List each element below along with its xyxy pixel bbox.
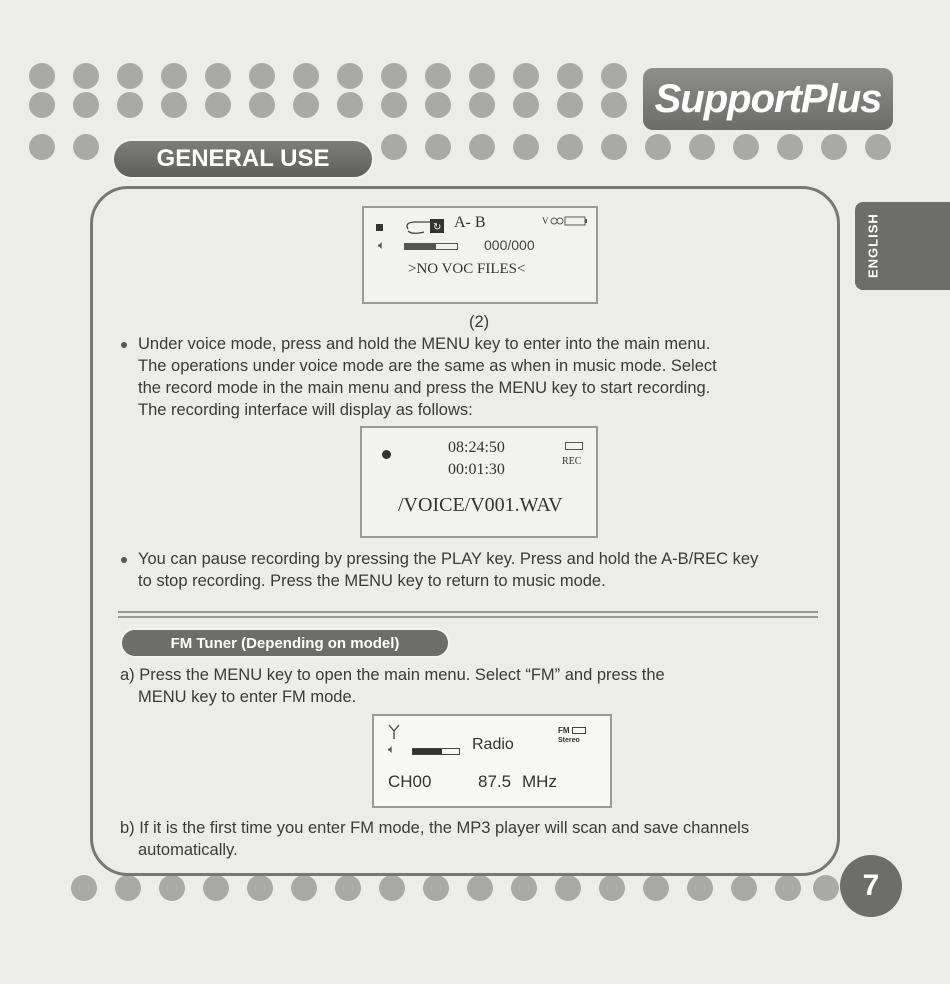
decorative-dot <box>337 63 363 89</box>
decorative-dot <box>599 875 625 901</box>
decorative-dot <box>601 134 627 160</box>
decorative-dot <box>381 92 407 118</box>
fm-step-a-line-1: a) Press the MENU key to open the main menu. Select “FM” and press the <box>120 666 665 684</box>
decorative-dot <box>601 63 627 89</box>
decorative-dot <box>513 63 539 89</box>
decorative-dot <box>731 875 757 901</box>
decorative-dot <box>381 63 407 89</box>
decorative-dot <box>425 63 451 89</box>
decorative-dot <box>821 134 847 160</box>
voice-mode-line-3: the record mode in the main menu and press the MENU key to start recording. <box>138 379 711 397</box>
decorative-dot <box>687 875 713 901</box>
frequency-value: 87.5 <box>478 772 512 791</box>
decorative-dot <box>643 875 669 901</box>
decorative-dot <box>733 134 759 160</box>
battery-icon <box>565 442 583 450</box>
voice-indicator: V <box>542 216 549 226</box>
speaker-icon: 🔈︎ <box>388 742 396 756</box>
radio-label: Radio <box>472 736 514 753</box>
voice-mode-line-2: The operations under voice mode are the same as when in music mode. Select <box>138 357 717 375</box>
fm-step-b-line-2: automatically. <box>138 841 238 859</box>
bullet-dot <box>121 557 127 563</box>
repeat-icon <box>402 218 448 236</box>
decorative-dot <box>249 92 275 118</box>
decorative-dot <box>29 134 55 160</box>
decorative-dot <box>513 92 539 118</box>
brand-logo: SupportPlus <box>643 68 893 130</box>
section-divider <box>118 611 818 613</box>
battery-icon <box>572 727 586 734</box>
decorative-dot <box>557 92 583 118</box>
battery-icon <box>550 216 590 226</box>
decorative-dot <box>159 875 185 901</box>
decorative-dot <box>161 92 187 118</box>
rec-label: REC <box>562 456 582 467</box>
decorative-dot <box>249 63 275 89</box>
recording-file-path: /VOICE/V001.WAV <box>398 494 563 516</box>
decorative-dot <box>469 63 495 89</box>
decorative-dot <box>423 875 449 901</box>
decorative-dot <box>293 63 319 89</box>
decorative-dot <box>115 875 141 901</box>
volume-bar <box>412 748 460 755</box>
clock-time: 08:24:50 <box>448 439 505 456</box>
decorative-dot <box>813 875 839 901</box>
decorative-dot <box>379 875 405 901</box>
ab-repeat-label: A- B <box>454 214 486 231</box>
lcd-recording-screen <box>360 426 598 538</box>
decorative-dot <box>73 134 99 160</box>
decorative-dot <box>865 134 891 160</box>
decorative-dot <box>689 134 715 160</box>
decorative-dot <box>775 875 801 901</box>
decorative-dot <box>425 92 451 118</box>
volume-bar <box>404 243 458 250</box>
page-number: 7 <box>840 855 902 917</box>
decorative-dot <box>73 92 99 118</box>
decorative-dot <box>335 875 361 901</box>
decorative-dot <box>203 875 229 901</box>
decorative-dot <box>557 63 583 89</box>
decorative-dot <box>247 875 273 901</box>
decorative-dot <box>29 63 55 89</box>
section-divider <box>118 616 818 618</box>
decorative-dot <box>511 875 537 901</box>
language-label: ENGLISH <box>865 213 881 279</box>
lcd-fm-screen <box>372 714 612 808</box>
decorative-dot <box>467 875 493 901</box>
pause-line-1: You can pause recording by pressing the PLAY key. Press and hold the A-B/REC key <box>138 550 759 568</box>
pause-line-2: to stop recording. Press the MENU key to return to music mode. <box>138 572 606 590</box>
decorative-dot <box>513 134 539 160</box>
voice-mode-line-1: Under voice mode, press and hold the MENU key to enter into the main menu. <box>138 335 711 353</box>
decorative-dot <box>425 134 451 160</box>
decorative-dot <box>117 92 143 118</box>
frequency-unit: MHz <box>522 772 557 791</box>
decorative-dot <box>161 63 187 89</box>
decorative-dot <box>777 134 803 160</box>
fm-label: FM <box>558 726 570 735</box>
fm-step-b-line-1: b) If it is the first time you enter FM mode, the MP3 player will scan and save channels <box>120 819 750 837</box>
decorative-dot <box>381 134 407 160</box>
decorative-dot <box>469 92 495 118</box>
decorative-dot <box>557 134 583 160</box>
record-dot-icon <box>382 450 391 459</box>
file-counter: 000/000 <box>484 237 535 253</box>
decorative-dot <box>117 63 143 89</box>
lcd-voice-files-screen <box>362 206 598 304</box>
decorative-dot <box>645 134 671 160</box>
decorative-dot <box>71 875 97 901</box>
no-files-message: >NO VOC FILES< <box>408 261 526 277</box>
speaker-icon: 🔈︎ <box>378 238 386 252</box>
decorative-dot <box>337 92 363 118</box>
figure-caption: (2) <box>469 313 490 331</box>
section-title: GENERAL USE <box>112 139 374 179</box>
decorative-dot <box>293 92 319 118</box>
bullet-dot <box>121 342 127 348</box>
channel-number: CH00 <box>388 772 432 791</box>
antenna-icon <box>388 724 400 740</box>
elapsed-time: 00:01:30 <box>448 461 505 478</box>
decorative-dot <box>205 63 231 89</box>
voice-mode-line-4: The recording interface will display as follows: <box>138 401 473 419</box>
fm-tuner-heading: FM Tuner (Depending on model) <box>120 628 450 658</box>
language-tab <box>855 202 950 290</box>
fm-step-a-line-2: MENU key to enter FM mode. <box>138 688 357 706</box>
decorative-dot <box>73 63 99 89</box>
decorative-dot <box>29 92 55 118</box>
stereo-label: Stereo <box>558 737 580 744</box>
decorative-dot <box>205 92 231 118</box>
decorative-dot <box>291 875 317 901</box>
decorative-dot <box>469 134 495 160</box>
svg-text:↻: ↻ <box>433 222 442 233</box>
decorative-dot <box>601 92 627 118</box>
decorative-dot <box>555 875 581 901</box>
stop-icon <box>376 224 383 231</box>
